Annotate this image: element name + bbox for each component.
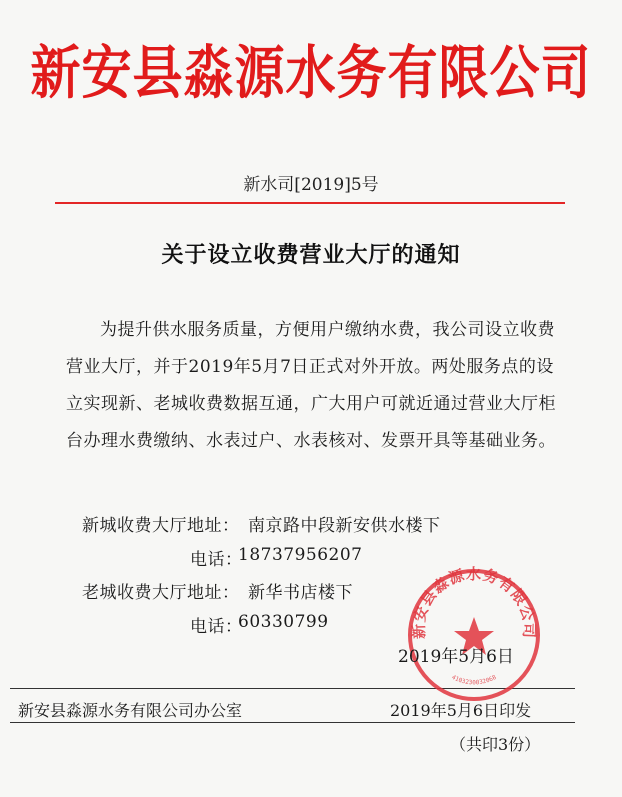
copies-count: （共印3份） (450, 735, 541, 754)
red-divider-line (55, 202, 565, 204)
old-hall-phone: 60330799 (238, 612, 329, 632)
old-hall-phone-label: 电话： (190, 617, 243, 637)
new-hall-phone: 18737956207 (238, 545, 363, 565)
issuing-office: 新安县淼源水务有限公司办公室 (18, 701, 243, 720)
print-date: 2019年5月6日印发 (390, 701, 532, 720)
seal-number: 4103230032068 (450, 673, 498, 687)
signature-date: 2019年5月6日 (398, 647, 514, 667)
footer-bottom-rule (10, 722, 575, 723)
company-seal-stamp (404, 565, 544, 705)
notice-body-paragraph: 为提升供水服务质量，方便用户缴纳水费，我公司设立收费营业大厅，并于2019年5月7日正式对外开放。两处服务点的设立实现新、老城收费数据互通，广大用户可就近通过营业大厅柜台办理水费缴纳、水表过户、水表核对、发票开具等基础业务。 (66, 320, 556, 451)
document-number: 新水司[2019]5号 (243, 175, 379, 195)
notice-title: 关于设立收费营业大厅的通知 (161, 243, 461, 268)
notice-body (66, 312, 566, 460)
old-hall-address: 新华书店楼下 (248, 583, 353, 603)
old-hall-address-label: 老城收费大厅地址： (82, 583, 240, 603)
new-hall-address-label: 新城收费大厅地址： (82, 516, 240, 536)
svg-text:4103230032068 (450, 674, 497, 687)
new-hall-address: 南京路中段新安供水楼下 (248, 516, 441, 536)
seal-text: 新安县淼源水务有限公司 (409, 565, 539, 640)
new-hall-phone-label: 电话： (190, 550, 243, 570)
company-header-title: 新安县淼源水务有限公司 (30, 38, 592, 107)
